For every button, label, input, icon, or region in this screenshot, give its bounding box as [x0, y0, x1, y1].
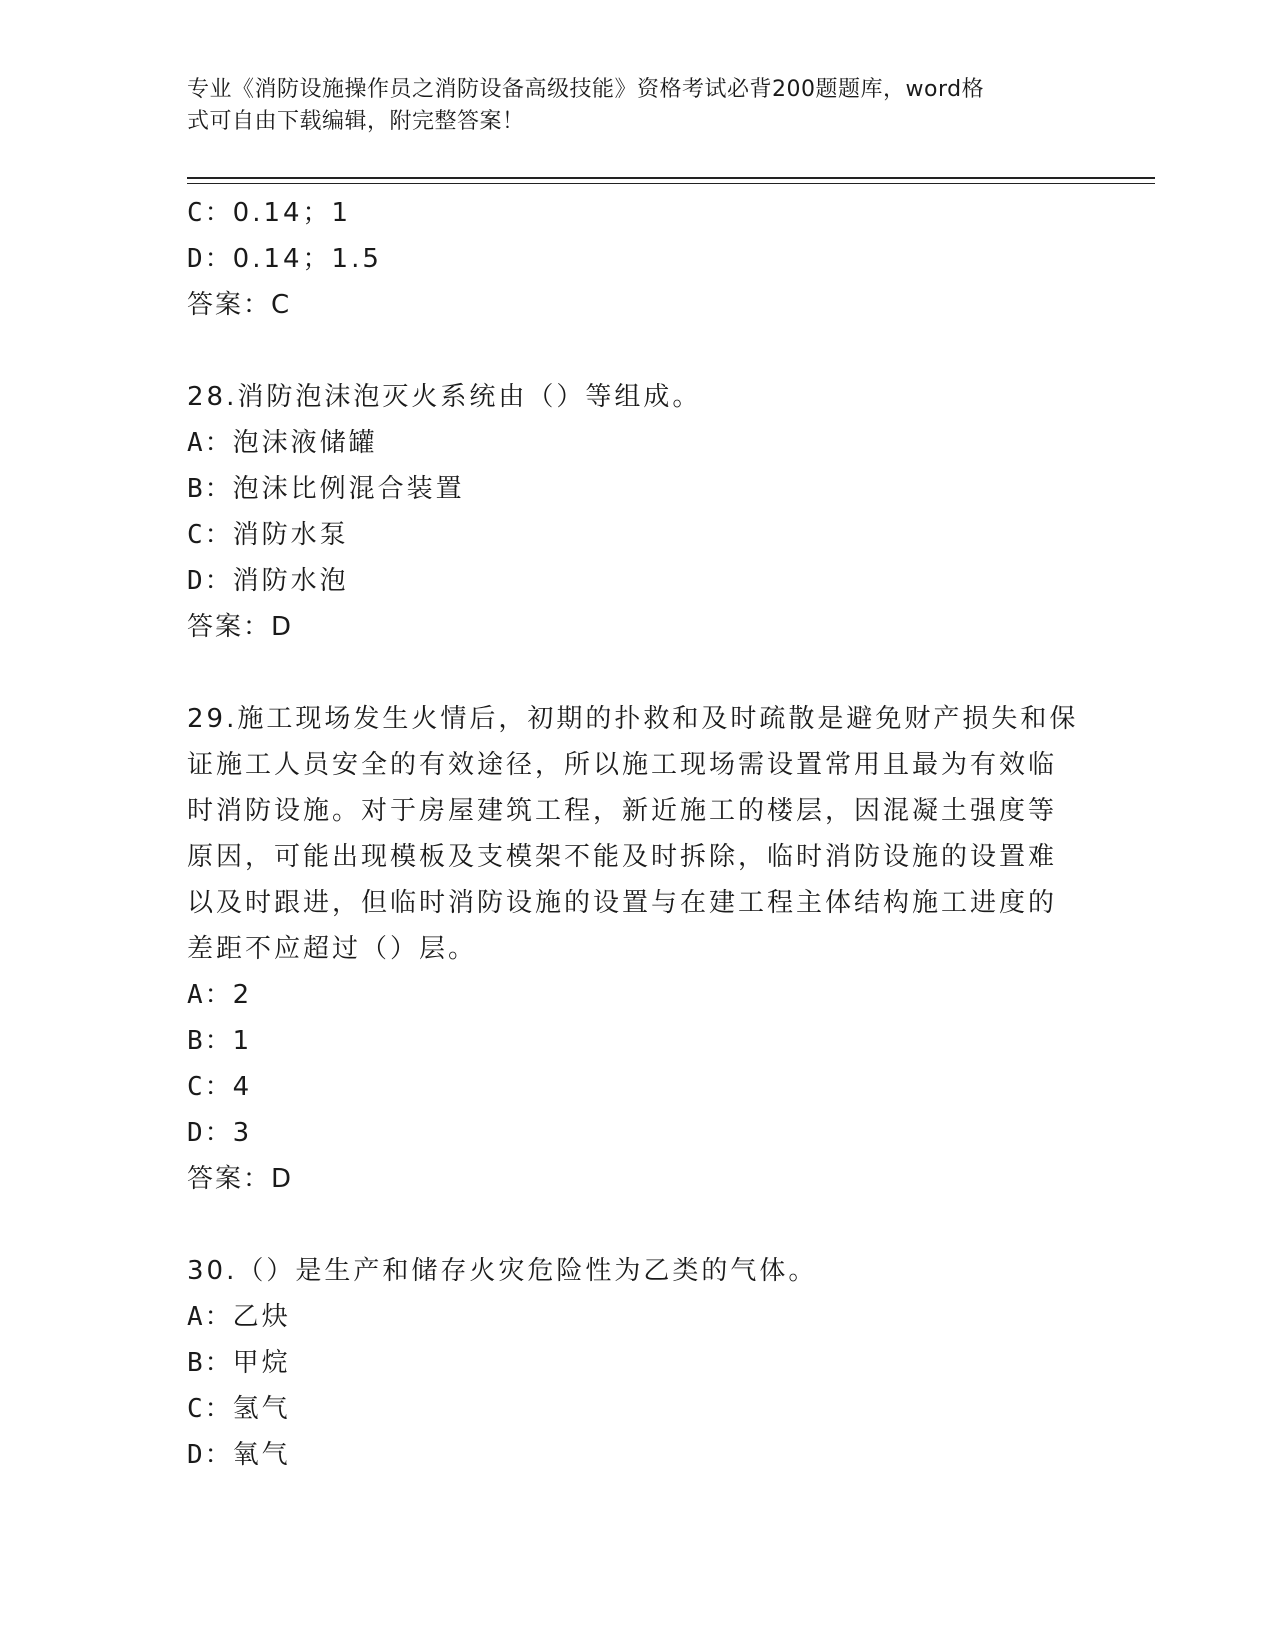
option-a: A：泡沫液储罐 [187, 428, 378, 458]
question-text-line: 以及时跟进，但临时消防设施的设置与在建工程主体结构施工进度的 [187, 888, 1058, 918]
option-d: D：消防水泡 [187, 566, 349, 596]
question-list [187, 190, 1087, 1478]
question-text-line: 证施工人员安全的有效途径，所以施工现场需设置常用且最为有效临 [187, 750, 1058, 780]
option-d: D：3 [187, 1118, 253, 1148]
question-text: 28.消防泡沫泡灭火系统由（）等组成。 [187, 382, 702, 412]
option-c: C：4 [187, 1072, 253, 1102]
header-divider [187, 177, 1155, 179]
option-c: C：氢气 [187, 1394, 291, 1424]
answer: 答案：D [187, 1164, 294, 1194]
question-text-line: 时消防设施。对于房屋建筑工程，新近施工的楼层，因混凝土强度等 [187, 796, 1058, 826]
question-text: 30.（）是生产和储存火灾危险性为乙类的气体。 [187, 1256, 818, 1286]
question-30 [187, 1248, 1087, 1478]
option-a: A：2 [187, 980, 253, 1010]
option-d: D：0.14；1.5 [187, 244, 382, 274]
question-text-line: 原因，可能出现模板及支模架不能及时拆除，临时消防设施的设置难 [187, 842, 1058, 872]
header-line-1: 专业《消防设施操作员之消防设备高级技能》资格考试必背200题题库，word格 [187, 77, 985, 102]
question-27-tail [187, 190, 1087, 328]
question-text-line: 29.施工现场发生火情后，初期的扑救和及时疏散是避免财产损失和保 [187, 704, 1079, 734]
option-d: D：氧气 [187, 1440, 291, 1470]
option-c: C：0.14；1 [187, 198, 352, 228]
header-divider-thin [187, 183, 1155, 184]
option-c: C：消防水泵 [187, 520, 349, 550]
option-a: A：乙炔 [187, 1302, 291, 1332]
header-line-2: 式可自由下载编辑，附完整答案！ [187, 109, 525, 134]
option-b: B：甲烷 [187, 1348, 291, 1378]
option-b: B：泡沫比例混合装置 [187, 474, 465, 504]
question-text-line: 差距不应超过（）层。 [187, 934, 478, 964]
answer: 答案：D [187, 612, 294, 642]
option-b: B：1 [187, 1026, 253, 1056]
document-header [187, 74, 1067, 138]
question-28 [187, 374, 1087, 650]
question-29 [187, 696, 1087, 1202]
answer: 答案：C [187, 290, 292, 320]
